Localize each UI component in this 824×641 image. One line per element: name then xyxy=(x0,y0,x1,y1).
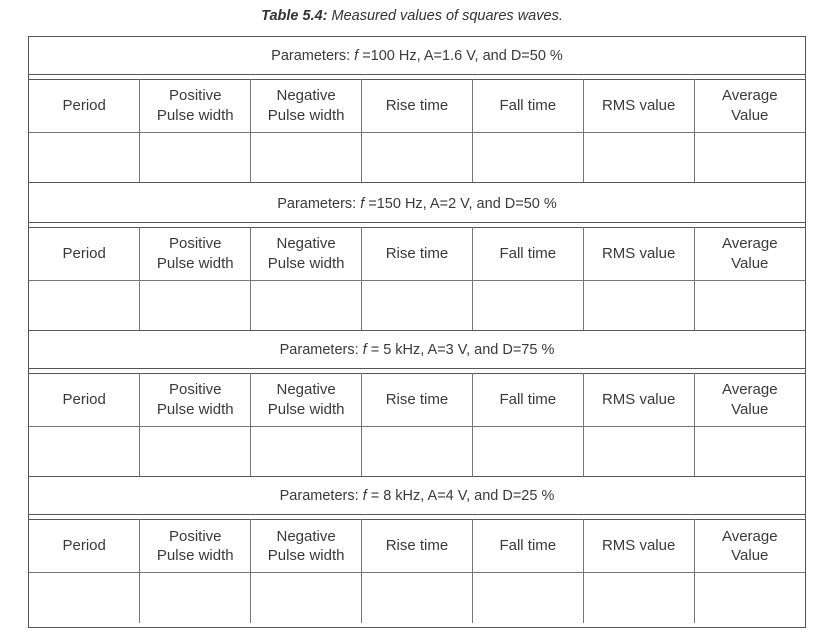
col-positive-pulse-width: Positive Pulse width xyxy=(140,80,251,133)
frequency-symbol: f xyxy=(362,342,367,358)
entry-cell[interactable] xyxy=(583,280,694,330)
parameter-values: = 8 kHz, A=4 V, and D=25 % xyxy=(366,488,555,504)
col-fall-time: Fall time xyxy=(472,520,583,573)
parameter-prefix: Parameters: xyxy=(279,488,363,504)
measurement-grid-2 xyxy=(29,227,805,331)
parameter-header-1 xyxy=(29,37,805,75)
entry-cell[interactable] xyxy=(362,280,473,330)
measurement-grid-3 xyxy=(29,373,805,477)
col-positive-pulse-width: Positive Pulse width xyxy=(140,374,251,427)
entry-cell[interactable] xyxy=(140,132,251,182)
col-period: Period xyxy=(29,374,140,427)
col-fall-time: Fall time xyxy=(472,374,583,427)
col-period: Period xyxy=(29,520,140,573)
col-fall-time: Fall time xyxy=(472,228,583,281)
entry-cell[interactable] xyxy=(251,426,362,476)
entry-cell[interactable] xyxy=(694,573,805,623)
entry-cell[interactable] xyxy=(140,573,251,623)
measurement-grid-1 xyxy=(29,79,805,183)
entry-row xyxy=(29,280,805,330)
entry-cell[interactable] xyxy=(29,573,140,623)
col-negative-pulse-width: Negative Pulse width xyxy=(251,374,362,427)
table-caption-text: Measured values of squares waves. xyxy=(327,8,563,24)
entry-cell[interactable] xyxy=(362,426,473,476)
col-rise-time: Rise time xyxy=(362,374,473,427)
entry-cell[interactable] xyxy=(362,573,473,623)
entry-row xyxy=(29,573,805,623)
table-caption xyxy=(0,8,824,24)
parameter-prefix: Parameters: xyxy=(271,48,355,64)
parameter-header-2 xyxy=(29,185,805,223)
parameter-prefix: Parameters: xyxy=(277,196,361,212)
entry-cell[interactable] xyxy=(251,280,362,330)
entry-row xyxy=(29,132,805,182)
entry-cell[interactable] xyxy=(583,132,694,182)
entry-cell[interactable] xyxy=(140,280,251,330)
col-rise-time: Rise time xyxy=(362,80,473,133)
parameter-block-3 xyxy=(29,331,805,477)
parameter-block-2 xyxy=(29,185,805,331)
column-header-row xyxy=(29,374,805,427)
frequency-symbol: f xyxy=(362,488,367,504)
entry-cell[interactable] xyxy=(472,573,583,623)
entry-cell[interactable] xyxy=(472,132,583,182)
col-fall-time: Fall time xyxy=(472,80,583,133)
entry-cell[interactable] xyxy=(583,573,694,623)
col-average-value: Average Value xyxy=(694,520,805,573)
parameter-values: =100 Hz, A=1.6 V, and D=50 % xyxy=(358,48,563,64)
measurement-grid-4 xyxy=(29,519,805,623)
parameter-header-4 xyxy=(29,477,805,515)
col-positive-pulse-width: Positive Pulse width xyxy=(140,228,251,281)
entry-cell[interactable] xyxy=(29,132,140,182)
col-rms-value: RMS value xyxy=(583,228,694,281)
col-average-value: Average Value xyxy=(694,228,805,281)
col-negative-pulse-width: Negative Pulse width xyxy=(251,520,362,573)
col-period: Period xyxy=(29,80,140,133)
parameter-values: =150 Hz, A=2 V, and D=50 % xyxy=(364,196,557,212)
col-period: Period xyxy=(29,228,140,281)
entry-cell[interactable] xyxy=(472,280,583,330)
col-positive-pulse-width: Positive Pulse width xyxy=(140,520,251,573)
entry-cell[interactable] xyxy=(29,280,140,330)
col-rise-time: Rise time xyxy=(362,520,473,573)
parameter-block-1 xyxy=(29,37,805,183)
col-rise-time: Rise time xyxy=(362,228,473,281)
col-rms-value: RMS value xyxy=(583,374,694,427)
col-negative-pulse-width: Negative Pulse width xyxy=(251,80,362,133)
entry-cell[interactable] xyxy=(251,132,362,182)
parameter-values: = 5 kHz, A=3 V, and D=75 % xyxy=(366,342,555,358)
entry-cell[interactable] xyxy=(362,132,473,182)
entry-cell[interactable] xyxy=(251,573,362,623)
column-header-row xyxy=(29,520,805,573)
col-average-value: Average Value xyxy=(694,80,805,133)
parameter-block-4 xyxy=(29,477,805,623)
entry-cell[interactable] xyxy=(694,132,805,182)
table-caption-label: Table 5.4: xyxy=(261,8,328,24)
entry-cell[interactable] xyxy=(29,426,140,476)
parameter-header-3 xyxy=(29,331,805,369)
col-average-value: Average Value xyxy=(694,374,805,427)
measurement-table xyxy=(28,36,806,628)
entry-row xyxy=(29,426,805,476)
entry-cell[interactable] xyxy=(694,426,805,476)
col-rms-value: RMS value xyxy=(583,520,694,573)
column-header-row xyxy=(29,228,805,281)
entry-cell[interactable] xyxy=(694,280,805,330)
entry-cell[interactable] xyxy=(140,426,251,476)
col-rms-value: RMS value xyxy=(583,80,694,133)
entry-cell[interactable] xyxy=(583,426,694,476)
parameter-prefix: Parameters: xyxy=(279,342,363,358)
frequency-symbol: f xyxy=(360,196,365,212)
entry-cell[interactable] xyxy=(472,426,583,476)
col-negative-pulse-width: Negative Pulse width xyxy=(251,228,362,281)
column-header-row xyxy=(29,80,805,133)
frequency-symbol: f xyxy=(354,48,359,64)
